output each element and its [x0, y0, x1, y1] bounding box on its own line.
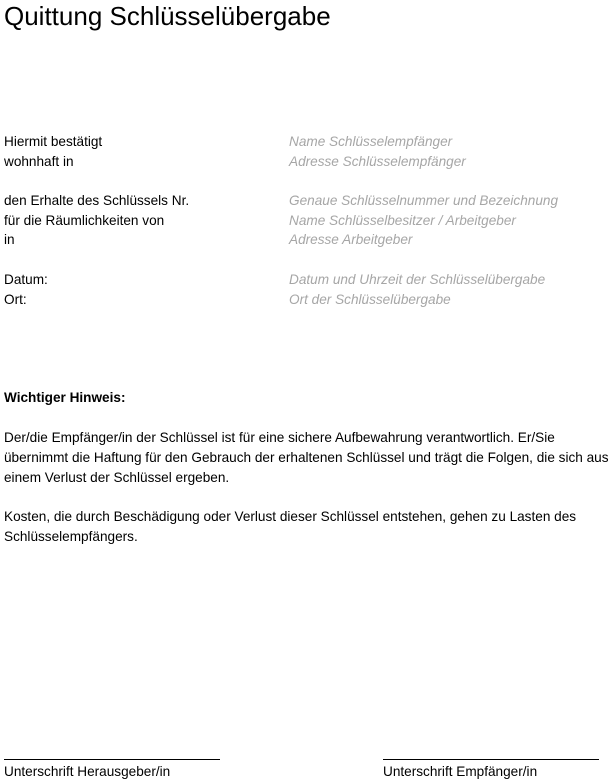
field-label-date: Datum: — [4, 272, 48, 287]
field-recipient-address[interactable]: Adresse Schlüsselempfänger — [289, 154, 466, 169]
field-key-owner-name[interactable]: Name Schlüsselbesitzer / Arbeitgeber — [289, 213, 516, 228]
issuer-signature-line[interactable] — [4, 759, 220, 760]
notice-paragraph-costs: Kosten, die durch Beschädigung oder Verlust dieser Schlüssel entstehen, gehen zu Lasten des Schlüsselempfängers. — [4, 509, 577, 544]
field-label-residence: wohnhaft in — [4, 154, 74, 169]
notice-heading: Wichtiger Hinweis: — [4, 390, 126, 405]
field-label-place: Ort: — [4, 292, 27, 307]
document-title: Quittung Schlüsselübergabe — [4, 1, 331, 31]
notice-paragraph-liability: Der/die Empfänger/in der Schlüssel ist für eine sichere Aufbewahrung verantwortlich. Er/Sie übernimmt die Haftung für den Gebrauch der erhaltenen Schlüssel und trägt die Folgen, die sich aus einem Verlust der Schlüssel ergeben. — [4, 430, 609, 485]
issuer-signature-label: Unterschrift Herausgeber/in — [4, 764, 171, 779]
field-label-key-number: den Erhalte des Schlüssels Nr. — [4, 193, 190, 208]
field-key-number[interactable]: Genaue Schlüsselnummer und Bezeichnung — [289, 193, 559, 208]
recipient-signature-line[interactable] — [383, 759, 599, 760]
field-label-in: in — [4, 232, 15, 247]
recipient-signature-label: Unterschrift Empfänger/in — [383, 764, 538, 779]
field-label-premises-of: für die Räumlichkeiten von — [4, 213, 165, 228]
field-recipient-name[interactable]: Name Schlüsselempfänger — [289, 134, 453, 149]
field-label-confirmed-by: Hiermit bestätigt — [4, 134, 103, 149]
field-handover-place[interactable]: Ort der Schlüsselübergabe — [289, 292, 451, 307]
field-employer-address[interactable]: Adresse Arbeitgeber — [289, 232, 413, 247]
field-handover-date[interactable]: Datum und Uhrzeit der Schlüsselübergabe — [289, 272, 546, 287]
